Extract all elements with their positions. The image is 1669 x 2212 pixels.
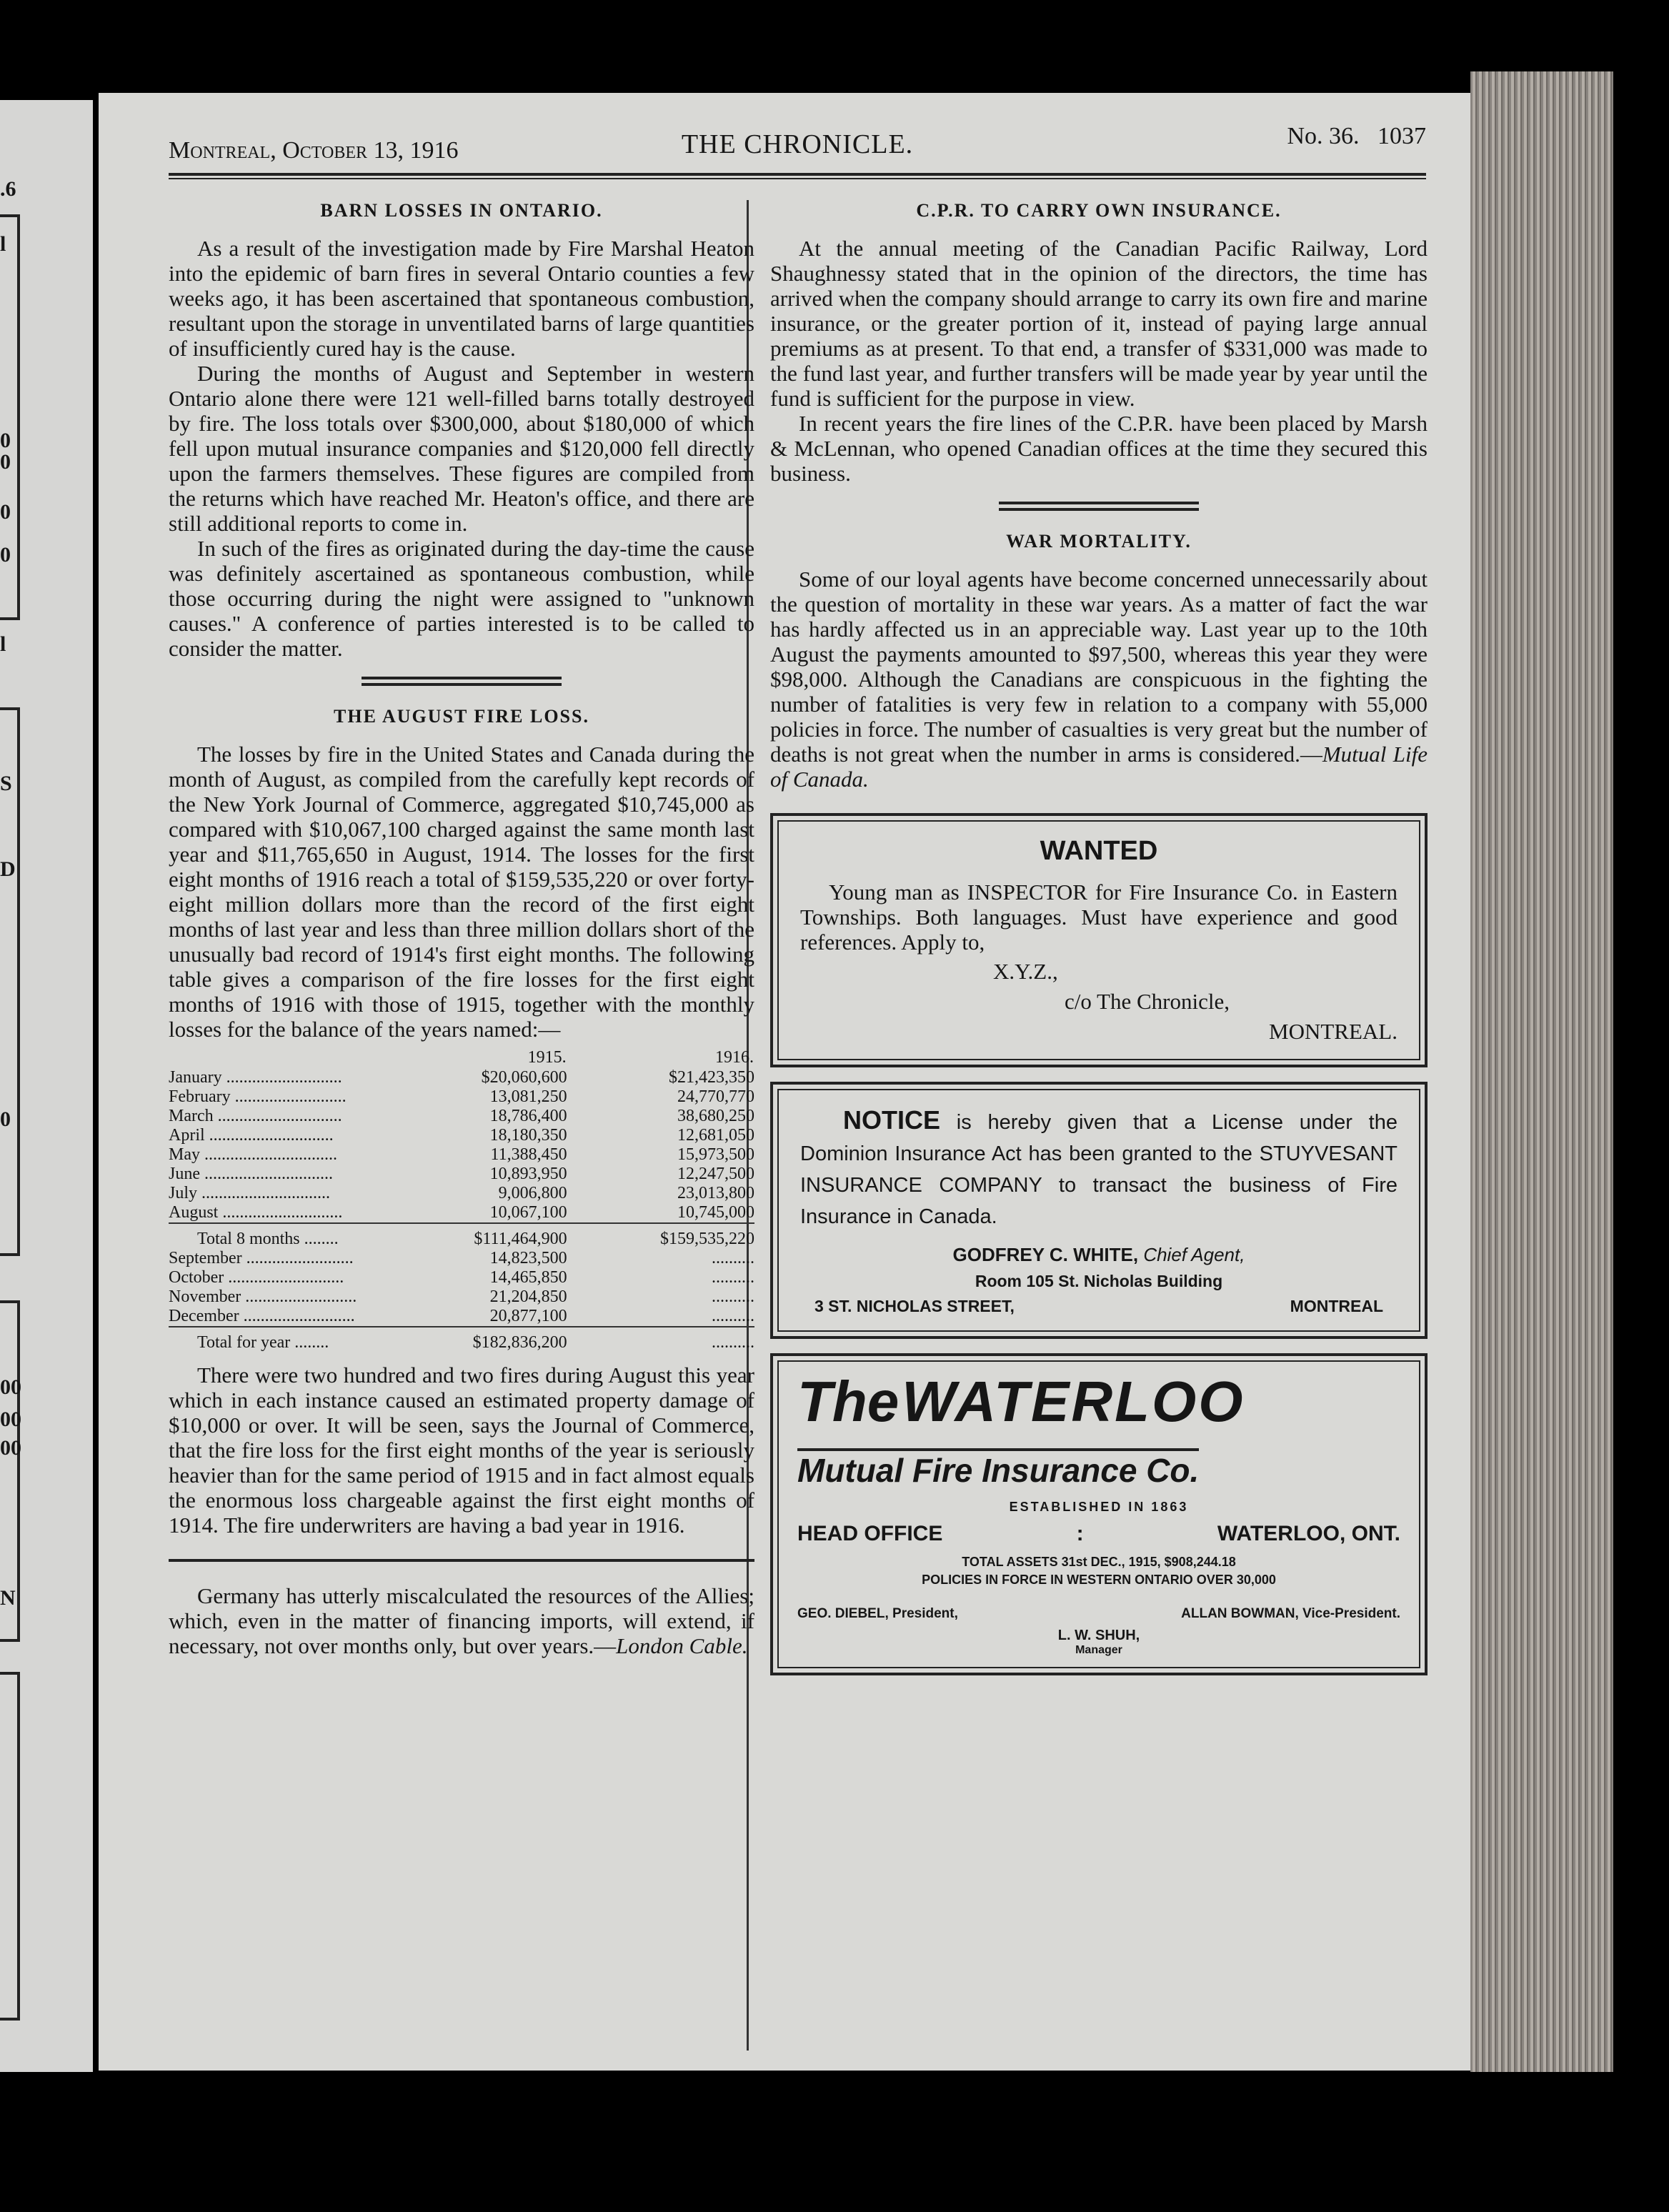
- table-row: [169, 1203, 754, 1223]
- left-fragment: 0: [0, 429, 11, 452]
- value-1916: 23,013,800: [677, 1184, 754, 1202]
- left-column: [169, 200, 754, 1658]
- section-divider: [999, 502, 1199, 511]
- wanted-title: WANTED: [1040, 836, 1158, 866]
- value-1916: ..........: [712, 1307, 754, 1325]
- value-1915: 13,081,250: [489, 1087, 567, 1106]
- left-fragment: 00: [0, 1375, 21, 1399]
- table-header-row: [169, 1047, 754, 1068]
- value-1915: 20,877,100: [489, 1307, 567, 1325]
- table-row: [169, 1145, 754, 1165]
- war-paragraph: [770, 567, 1428, 792]
- col-1916: 1916.: [715, 1048, 754, 1067]
- notice-agent: [800, 1244, 1398, 1266]
- left-fragment: 00: [0, 1408, 21, 1431]
- value-1916: ..........: [712, 1287, 754, 1306]
- newspaper-page: [99, 93, 1470, 2071]
- total8-1916: $159,535,220: [660, 1230, 754, 1248]
- head-office-location: WATERLOO, ONT.: [1217, 1522, 1400, 1545]
- value-1916: ..........: [712, 1268, 754, 1287]
- left-box: [0, 1672, 20, 2021]
- waterloo-subtitle: Mutual Fire Insurance Co.: [797, 1448, 1199, 1490]
- germany-source: London Cable.: [616, 1633, 748, 1658]
- value-1916: 38,680,250: [677, 1107, 754, 1125]
- notice-word: NOTICE: [843, 1105, 941, 1135]
- head-office-colon: :: [1076, 1522, 1084, 1545]
- agent-name: GODFREY C. WHITE,: [952, 1244, 1139, 1265]
- table-year-row: [169, 1327, 754, 1352]
- value-1916: 15,973,500: [677, 1145, 754, 1164]
- waterloo-established: ESTABLISHED IN 1863: [1009, 1500, 1189, 1514]
- page-number: 1037: [1377, 123, 1426, 149]
- left-fragment: 0: [0, 450, 11, 474]
- month-cell: August ............................: [169, 1203, 343, 1222]
- waterloo-name: WATERLOO: [902, 1370, 1245, 1433]
- left-fragment: N: [0, 1586, 16, 1610]
- month-cell: October ...........................: [169, 1268, 344, 1287]
- value-1915: $20,060,600: [481, 1068, 567, 1087]
- value-1915: 14,823,500: [489, 1249, 567, 1267]
- waterloo-policies: POLICIES IN FORCE IN WESTERN ONTARIO OVER 30,000: [922, 1573, 1276, 1587]
- value-1916: 24,770,770: [677, 1087, 754, 1106]
- waterloo-title: [797, 1372, 1400, 1448]
- notice-advert: [770, 1082, 1428, 1339]
- section-divider: [362, 677, 562, 686]
- august-heading: THE AUGUST FIRE LOSS.: [334, 706, 589, 727]
- month-cell: September .........................: [169, 1249, 354, 1267]
- total8-1915: $111,464,900: [474, 1230, 567, 1248]
- month-cell: March .............................: [169, 1107, 342, 1125]
- masthead-title: THE CHRONICLE.: [681, 129, 914, 159]
- value-1915: 21,204,850: [489, 1287, 567, 1306]
- waterloo-assets: TOTAL ASSETS 31st DEC., 1915, $908,244.18: [962, 1555, 1236, 1569]
- waterloo-the: The: [797, 1370, 900, 1433]
- waterloo-advert: [770, 1353, 1428, 1675]
- value-1916: 12,247,500: [677, 1165, 754, 1183]
- notice-city: MONTREAL: [1290, 1297, 1383, 1315]
- wanted-addr2: c/o The Chronicle,: [1065, 989, 1230, 1014]
- table-row: [169, 1165, 754, 1184]
- left-fragment: S: [0, 772, 12, 795]
- notice-text: is hereby given that a License under the Dominion Insurance Act has been granted to the STUYVESANT INSURANCE COMPANY to transact the business of Fire Insurance in Canada.: [800, 1111, 1398, 1228]
- wanted-advert: [770, 813, 1428, 1067]
- waterloo-officers: [797, 1606, 1400, 1622]
- value-1915: 14,465,850: [489, 1268, 567, 1287]
- wanted-addr3: MONTREAL.: [1269, 1019, 1398, 1044]
- table-row: [169, 1287, 754, 1307]
- wanted-body: Young man as INSPECTOR for Fire Insurance Co. in Eastern Townships. Both languages. Must have experience and good references. Apply to,: [800, 880, 1398, 955]
- value-1915: 11,388,450: [490, 1145, 567, 1164]
- waterloo-manager-title: Manager: [1075, 1644, 1122, 1656]
- august-paragraph: The losses by fire in the United States and Canada during the month of August, as compiled from the carefully kept records of the New York Journal of Commerce, aggregated $10,745,000 as compared with $10,067,100 charged against the same month last year and $11,765,650 in August, 1914. The losses for the first eight months of 1916 reach a total of $159,535,220 or over forty-eight million dollars more than the record of the first eight months of last year and less than three million dollars short of the unusually bad record of 1914's first eight months. The following table gives a comparison of the fire losses for the first eight months of 1916 with those of 1915, together with the monthly losses for the balance of the years named:—: [169, 742, 754, 1042]
- table-total-row: [169, 1223, 754, 1249]
- head-office-label: HEAD OFFICE: [797, 1522, 943, 1545]
- august-paragraph: There were two hundred and two fires during August this year which in each instance caused an estimated property damage of $10,000 or over. It will be seen, says the Journal of Commerce, that the fire loss for the first eight months of the year is seriously heavier than for the same period of 1915 and in fact almost equals the enormous loss chargeable against the first eight months of 1914. The fire underwriters are having a bad year in 1916.: [169, 1362, 754, 1538]
- dateline: Montreal, October 13, 1916: [169, 137, 459, 164]
- table-row: [169, 1249, 754, 1268]
- month-cell: June ..............................: [169, 1165, 333, 1183]
- header-rule: [169, 173, 1426, 179]
- value-1915: 10,893,950: [489, 1165, 567, 1183]
- cpr-paragraph: In recent years the fire lines of the C.P.R. have been placed by Marsh & McLennan, who opened Canadian offices at the time they secured this business.: [770, 411, 1428, 486]
- month-cell: December ..........................: [169, 1307, 355, 1325]
- table-row: [169, 1184, 754, 1203]
- germany-text: Germany has utterly miscalculated the resources of the Allies; which, even in the matter of financing imports, will extend, if necessary, not over months only, but over years.—: [169, 1583, 754, 1658]
- month-cell: February ..........................: [169, 1087, 347, 1106]
- year-total-1915: $182,836,200: [472, 1333, 567, 1352]
- left-fragment: 0: [0, 1107, 11, 1131]
- right-column: [770, 200, 1428, 1675]
- book-edge: [1470, 71, 1613, 2072]
- notice-street: 3 ST. NICHOLAS STREET,: [814, 1297, 1015, 1315]
- left-fragment: .6: [0, 177, 16, 201]
- page-header: [169, 123, 1426, 179]
- waterloo-vice-president: ALLAN BOWMAN, Vice-President.: [1181, 1606, 1400, 1621]
- issue-number: [1287, 123, 1426, 150]
- issue-label: No. 36.: [1287, 123, 1360, 149]
- value-1915: 18,180,350: [489, 1126, 567, 1145]
- col-1915: 1915.: [527, 1048, 567, 1067]
- barn-paragraph: As a result of the investigation made by Fire Marshal Heaton into the epidemic of barn fires in several Ontario counties a few weeks ago, it has been ascertained that spontaneous combustion, resultant upon the storage in unventilated barns of large quantities of insufficiently cured hay is the cause.: [169, 236, 754, 361]
- wanted-addr1: X.Y.Z.,: [993, 959, 1058, 984]
- barn-paragraph: During the months of August and September in western Ontario alone there were 121 well-filled barns totally destroyed by fire. The loss totals over $300,000, about $180,000 of which fell upon mutual insurance companies and $120,000 fell directly upon the farmers themselves. These figures are compiled from the returns which have reached Mr. Heaton's office, and there are still additional reports to come in.: [169, 361, 754, 536]
- war-text: Some of our loyal agents have become concerned unnecessarily about the question of mortality in these war years. As a matter of fact the war has hardly affected us in an appreciable way. Last year up to the 10th August the payments amounted to $97,500, whereas this year they were $98,000. Although the Canadians are conspicuous in the fighting the number of fatalities is very few in relation to a company with 55,000 policies in force. The number of casualties is very great but the number of deaths is not great when the number in arms is considered.—: [770, 567, 1428, 767]
- left-fragment: 00: [0, 1436, 21, 1460]
- table-row: [169, 1107, 754, 1126]
- germany-paragraph: [169, 1583, 754, 1658]
- left-fragment: D: [0, 857, 16, 881]
- cpr-paragraph: At the annual meeting of the Canadian Pacific Railway, Lord Shaughnessy stated that in the opinion of the directors, the time has arrived when the company should arrange to carry its own fire and marine insurance, or the greater portion of it, instead of paying large annual premiums as at present. To that end, a transfer of $331,000 was made to the fund last year, and further transfers will be made year by year until the fund is sufficient for the purpose in view.: [770, 236, 1428, 411]
- value-1916: $21,423,350: [669, 1068, 754, 1087]
- notice-address: [800, 1297, 1398, 1316]
- agent-title: Chief Agent,: [1143, 1244, 1245, 1265]
- month-cell: January ...........................: [169, 1068, 342, 1087]
- barn-heading: BARN LOSSES IN ONTARIO.: [320, 200, 603, 221]
- waterloo-manager-name: L. W. SHUH,: [1057, 1628, 1140, 1643]
- year-total-1916: ..........: [712, 1333, 754, 1352]
- left-fragment: 0: [0, 500, 11, 524]
- notice-body: [800, 1105, 1398, 1232]
- left-page-margin: [0, 100, 93, 2072]
- table-row: [169, 1307, 754, 1327]
- notice-room: Room 105 St. Nicholas Building: [975, 1272, 1223, 1290]
- cpr-heading: C.P.R. TO CARRY OWN INSURANCE.: [916, 200, 1282, 221]
- waterloo-head-office: [797, 1522, 1400, 1546]
- value-1915: 10,067,100: [489, 1203, 567, 1222]
- table-row: [169, 1068, 754, 1087]
- table-row: [169, 1126, 754, 1145]
- value-1915: 9,006,800: [498, 1184, 567, 1202]
- value-1916: 10,745,000: [677, 1203, 754, 1222]
- total8-label: Total 8 months ........: [197, 1230, 339, 1248]
- value-1915: 18,786,400: [489, 1107, 567, 1125]
- month-cell: July ..............................: [169, 1184, 331, 1202]
- month-cell: May ...............................: [169, 1145, 337, 1164]
- year-total-label: Total for year ........: [197, 1333, 329, 1352]
- waterloo-president: GEO. DIEBEL, President,: [797, 1606, 958, 1621]
- month-cell: April .............................: [169, 1126, 334, 1145]
- month-cell: November ..........................: [169, 1287, 357, 1306]
- fire-loss-table: [169, 1047, 754, 1352]
- left-fragment: 0: [0, 543, 11, 567]
- section-divider: [169, 1559, 754, 1562]
- war-source: Mutual Life of Canada.: [770, 742, 1428, 792]
- barn-paragraph: In such of the fires as originated during the day-time the cause was definitely ascertained as spontaneous combustion, while those occurring during the night were assigned to "unknown causes." A conference of parties interested is to be called to consider the matter.: [169, 536, 754, 661]
- left-fragment: l: [0, 232, 6, 256]
- war-heading: WAR MORTALITY.: [1006, 531, 1192, 552]
- value-1916: ..........: [712, 1249, 754, 1267]
- left-fragment: l: [0, 632, 6, 656]
- value-1916: 12,681,050: [677, 1126, 754, 1145]
- table-row: [169, 1268, 754, 1287]
- table-row: [169, 1087, 754, 1107]
